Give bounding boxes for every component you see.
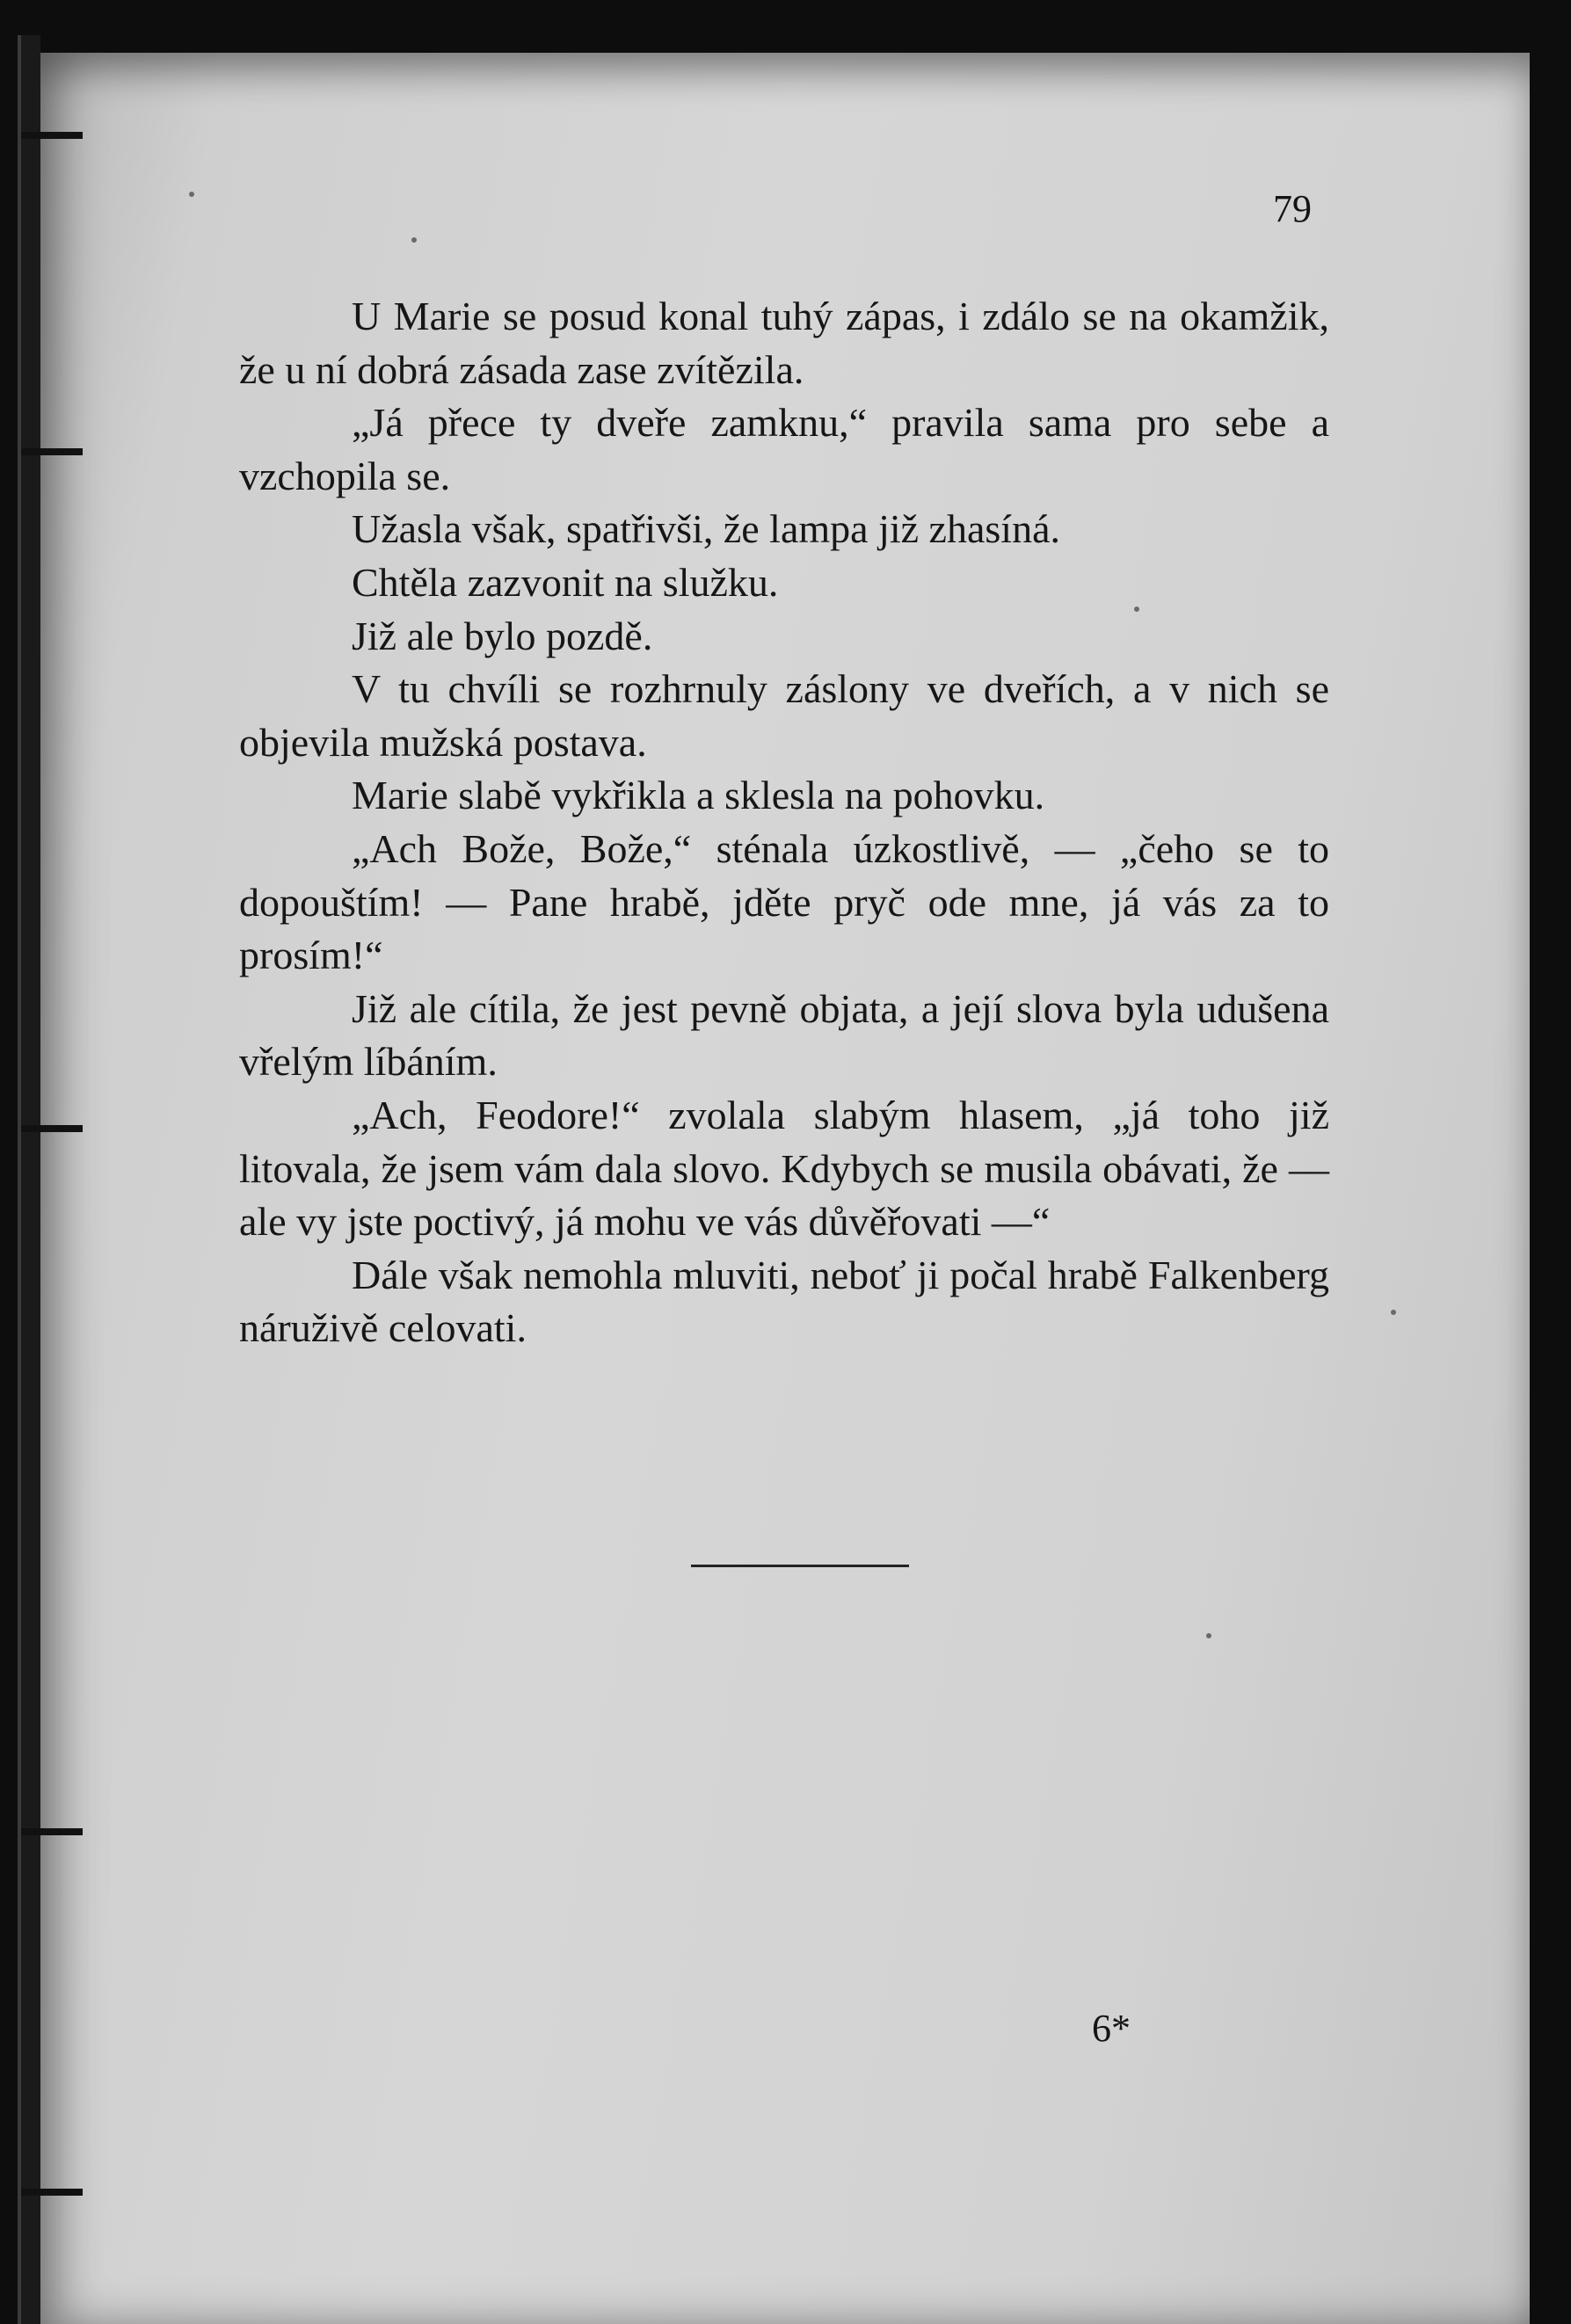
binding-thread-mark: [21, 1828, 83, 1835]
paragraph: „Já přece ty dveře zamknu,“ pravila sama pro sebe a vzchopila se.: [239, 400, 1329, 498]
paragraph: Již ale bylo pozdě.: [352, 613, 653, 658]
paragraph: V tu chvíli se rozhrnuly záslony ve dveřích, a v nich se objevila mužská postava.: [239, 666, 1329, 765]
body-text: [239, 290, 1329, 1355]
chapter-end-rule: [691, 1565, 909, 1567]
paper-speck: [189, 192, 194, 197]
binding-thread-mark: [21, 1125, 83, 1132]
paragraph: Již ale cítila, že jest pevně objata, a její slova byla udušena vřelým líbáním.: [239, 985, 1329, 1085]
paragraph: Chtěla zazvonit na služku.: [352, 559, 779, 605]
paper-speck: [1391, 1310, 1396, 1315]
paragraph: „Ach, Feodore!“ zvolala slabým hlasem, „já toho již litovala, že jsem vám dala slovo. Kdybych se musila obávati, že — ale vy jste poctivý, já mohu ve vás důvěřovati —“: [239, 1092, 1329, 1245]
book-binding-edge: [18, 35, 40, 2324]
paragraph: Marie slabě vykřikla a sklesla na pohovku.: [352, 773, 1045, 818]
binding-thread-mark: [21, 132, 83, 139]
page-number: 79: [1273, 187, 1312, 230]
binding-thread-mark: [21, 2189, 83, 2196]
binding-thread-mark: [21, 448, 83, 455]
paragraph: Užasla však, spatřivši, že lampa již zhasíná.: [352, 506, 1060, 552]
paper-speck: [411, 237, 417, 243]
paragraph: Dále však nemohla mluviti, neboť ji počal hrabě Falkenberg náruživě celovati.: [239, 1252, 1329, 1351]
paragraph: „Ach Bože, Bože,“ sténala úzkostlivě, — „čeho se to dopouštím! — Pane hrabě, jděte pryč ode mne, já vás za to prosím!“: [239, 825, 1329, 978]
paragraph: U Marie se posud konal tuhý zápas, i zdálo se na okamžik, že u ní dobrá zásada zase zvítězila.: [239, 294, 1329, 392]
paper-speck: [1206, 1633, 1211, 1638]
printer-signature-mark: 6*: [1092, 2007, 1131, 2050]
